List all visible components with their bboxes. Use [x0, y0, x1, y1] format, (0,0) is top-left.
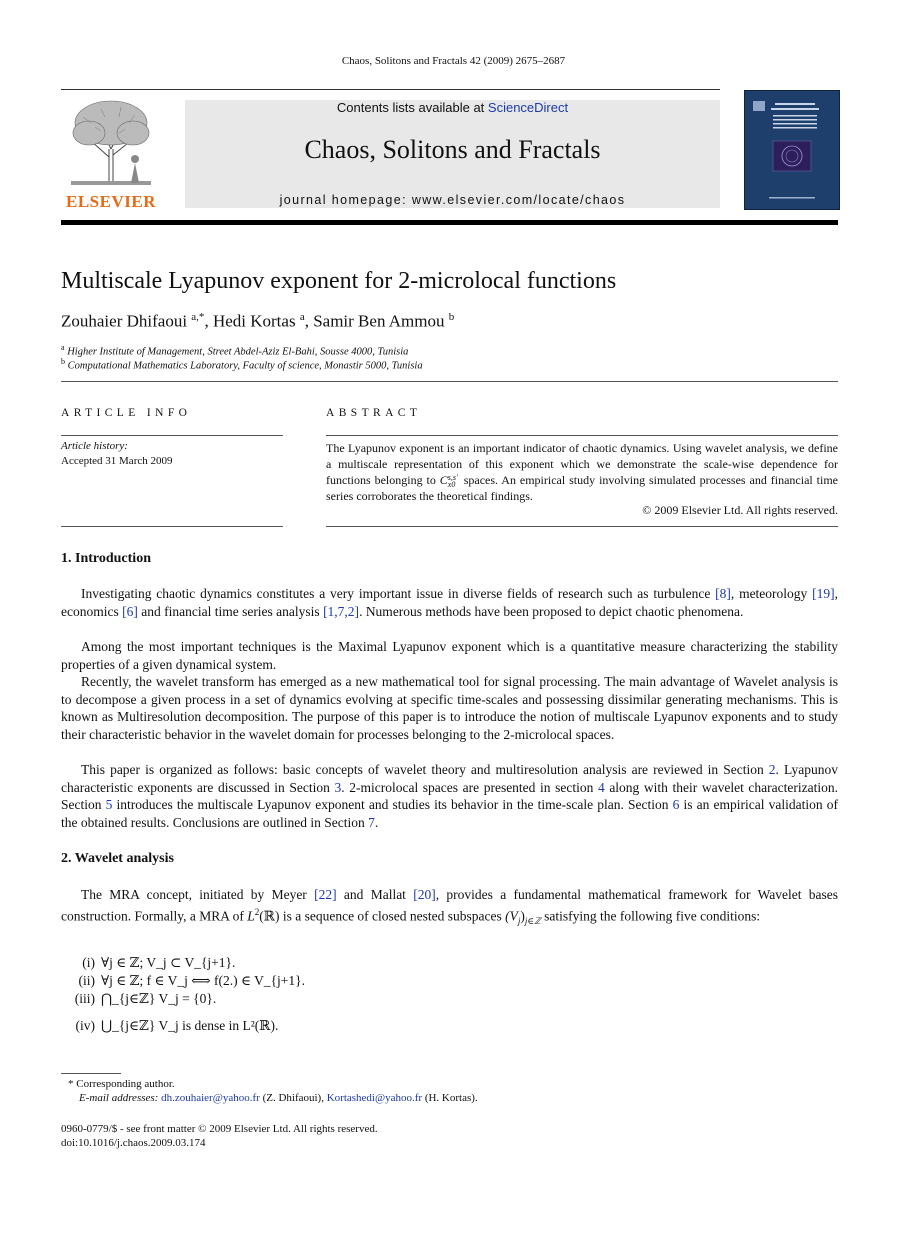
author-marks[interactable]: b [448, 311, 455, 323]
email-owner: (Z. Dhifaoui), [259, 1092, 327, 1104]
function-space-indices [448, 474, 458, 488]
paragraph-text: . Lyapunov characteristic exponents are discussed in Section [61, 762, 838, 795]
journal-cover-icon [744, 90, 840, 210]
article-info-rule [61, 435, 283, 436]
citation-link[interactable]: [8] [715, 586, 731, 601]
mra-condition-ii [61, 973, 305, 989]
article-info-heading: ARTICLE INFO [61, 407, 192, 419]
affiliation-text: Higher Institute of Management, Street Abdel-Aziz El-Bahi, Sousse 4000, Tunisia [67, 346, 409, 358]
paragraph-text: . Numerous methods have been proposed to depict chaotic phenomena. [359, 603, 744, 619]
condition-text: ⋃_{j∈ℤ} V_j is dense in L²(ℝ). [101, 1018, 279, 1033]
author-list: Zouhaier Dhifaoui $^{a,*}$, Hedi Kortas $^a$, Samir Ben Ammou $^b$ [61, 311, 455, 331]
email-label: E-mail addresses: [79, 1092, 159, 1104]
section-heading-wavelet-analysis: 2. Wavelet analysis [61, 851, 174, 866]
contents-prefix: Contents lists available at [336, 100, 488, 115]
math-sub: j [517, 915, 521, 926]
paragraph-text: along with their wavelet characterization. Section [61, 779, 838, 812]
math-R: (ℝ) [259, 908, 280, 923]
author-marks[interactable]: a,* [191, 311, 205, 323]
math-L: L [247, 908, 255, 923]
email-link[interactable]: Kortashedi@yahoo.fr [326, 1092, 423, 1104]
author-marks[interactable]: a [299, 311, 305, 323]
abstract-body [326, 440, 838, 504]
paragraph-text: satisfying the following five conditions: [540, 908, 761, 923]
affiliation-mark: a [61, 343, 65, 352]
math-sub: j∈ℤ [524, 915, 541, 926]
abstract-bottom-rule [326, 526, 838, 527]
footnote-rule [61, 1073, 121, 1074]
section-link[interactable]: 2 [768, 762, 776, 777]
section-link[interactable]: 4 [597, 779, 605, 795]
author-name: Hedi Kortas [212, 311, 296, 331]
header-thick-rule [61, 220, 838, 225]
header-top-rule [61, 89, 720, 90]
affiliation-text: Computational Mathematics Laboratory, Faculty of science, Monastir 5000, Tunisia [67, 360, 423, 372]
author-name: Samir Ben Ammou [313, 311, 445, 331]
abstract-heading: ABSTRACT [326, 407, 422, 419]
section-link[interactable]: 7 [368, 814, 375, 830]
front-matter-rule [61, 381, 838, 382]
abstract-rule [326, 435, 838, 436]
paragraph-text: , economics [61, 586, 838, 619]
condition-label: (iii) [74, 991, 95, 1006]
citation-link[interactable]: [20] [413, 887, 436, 902]
condition-text: ⋂_{j∈ℤ} V_j = {0}. [101, 991, 217, 1006]
intro-paragraph-3: Recently, the wavelet transform has emerged as a new mathematical tool for signal processing. The main advantage of Wavelet analysis is to decompose a given process in a set of dynamics evolving at specific time-scales and possessing dissimilar generating mechanisms. This is known as Multiresolution decomposition. The purpose of this paper is to introduce the notion of multiscale Lyapunov exponents and to study their characteristic behavior in the wavelet domain for processes belonging to the 2-microlocal spaces. [61, 674, 838, 742]
condition-label: (iv) [75, 1018, 95, 1033]
doi-line: doi:10.1016/j.chaos.2009.03.174 [61, 1137, 206, 1149]
condition-text: ∀j ∈ ℤ; f ∈ V_j ⟺ f(2.) ∈ V_{j+1}. [101, 973, 306, 988]
abstract-text: The Lyapunov exponent is an important indicator of chaotic dynamics. Using wavelet analysis, we define a multiscale representation of this exponent which we demonstrate the scale-wise dependence for functions belonging to [326, 441, 838, 487]
affiliation-mark: b [61, 357, 65, 366]
paragraph-text: The MRA concept, initiated by Meyer [81, 887, 315, 902]
section-link[interactable]: 6 [672, 797, 680, 812]
mra-condition-iv [61, 1018, 278, 1034]
article-title: Multiscale Lyapunov exponent for 2-microlocal functions [61, 268, 617, 294]
affiliation-b [61, 357, 423, 372]
function-space-symbol: C [439, 473, 448, 487]
intro-paragraph-4 [61, 761, 838, 831]
condition-label: (i) [82, 955, 95, 970]
math-sup: 2 [254, 906, 260, 917]
paragraph-text: is an empirical validation of the obtained results. Conclusions are outlined in Section [61, 797, 839, 830]
math-V: (V [505, 908, 518, 923]
affiliation-a [61, 343, 408, 358]
citation-link[interactable]: [6] [122, 603, 138, 619]
paragraph-text: , provides a fundamental mathematical framework for Wavelet bases construction. Formally, a MRA of [61, 887, 838, 923]
email-addresses [79, 1092, 478, 1104]
paragraph-text: This paper is organized as follows: basic concepts of wavelet theory and multiresolution analysis are reviewed in Section [81, 762, 769, 777]
mra-condition-iii [61, 991, 216, 1007]
math-paren: ) [520, 908, 525, 923]
paragraph-text: and Mallat [336, 887, 414, 902]
article-info-bottom-rule [61, 526, 283, 527]
running-head-citation: Chaos, Solitons and Fractals 42 (2009) 2675–2687 [341, 55, 566, 67]
email-link[interactable]: dh.zouhaier@yahoo.fr [161, 1092, 260, 1104]
front-matter-line: 0960-0779/$ - see front matter © 2009 Elsevier Ltd. All rights reserved. [61, 1123, 378, 1135]
abstract-copyright: © 2009 Elsevier Ltd. All rights reserved. [642, 503, 838, 517]
paragraph-text: and financial time series analysis [137, 603, 324, 619]
section-link[interactable]: 3 [334, 779, 342, 795]
intro-paragraph-1 [61, 585, 838, 620]
corresponding-author-note: * Corresponding author. [68, 1078, 175, 1090]
contents-availability-line [185, 100, 720, 115]
condition-text: ∀j ∈ ℤ; V_j ⊂ V_{j+1}. [101, 955, 236, 970]
email-owner: (H. Kortas). [422, 1092, 478, 1104]
sciencedirect-link[interactable]: ScienceDirect [487, 100, 569, 115]
function-space-sub: x0 [447, 480, 456, 490]
function-space-sup: s,s′ [447, 473, 458, 483]
mra-condition-i [61, 955, 235, 971]
section-heading-introduction: 1. Introduction [61, 551, 151, 566]
paragraph-text: is a sequence of closed nested subspaces [279, 908, 506, 923]
abstract-text: spaces. An empirical study involving simulated processes and financial time series corroborates the theoretical findings. [326, 473, 838, 504]
condition-label: (ii) [78, 973, 95, 988]
intro-paragraph-2: Among the most important techniques is the Maximal Lyapunov exponent which is a quantitative measure characterizing the stability properties of a given dynamical system. [61, 639, 838, 672]
citation-link[interactable]: [1,7,2] [323, 603, 360, 619]
citation-link[interactable]: [19] [812, 586, 835, 601]
wavelet-paragraph-1 [61, 886, 838, 930]
paragraph-text: introduces the multiscale Lyapunov exponent and studies its behavior in the time-scale plan. Section [112, 797, 673, 812]
paragraph-text: , meteorology [730, 586, 813, 601]
paragraph-text: . 2-microlocal spaces are presented in section [341, 779, 598, 795]
section-link[interactable]: 5 [105, 797, 113, 812]
elsevier-wordmark: ELSEVIER [66, 192, 156, 211]
journal-homepage[interactable]: journal homepage: www.elsevier.com/locate/chaos [279, 193, 626, 207]
paragraph-text: Investigating chaotic dynamics constitutes a very important issue in diverse fields of research such as turbulence [81, 586, 716, 601]
author-name: Zouhaier Dhifaoui [61, 311, 188, 331]
citation-link[interactable]: [22] [314, 887, 337, 902]
journal-name: Chaos, Solitons and Fractals [304, 135, 601, 164]
accepted-date: Accepted 31 March 2009 [61, 455, 173, 467]
paragraph-text: . [374, 814, 379, 830]
article-history-label: Article history: [61, 440, 128, 452]
